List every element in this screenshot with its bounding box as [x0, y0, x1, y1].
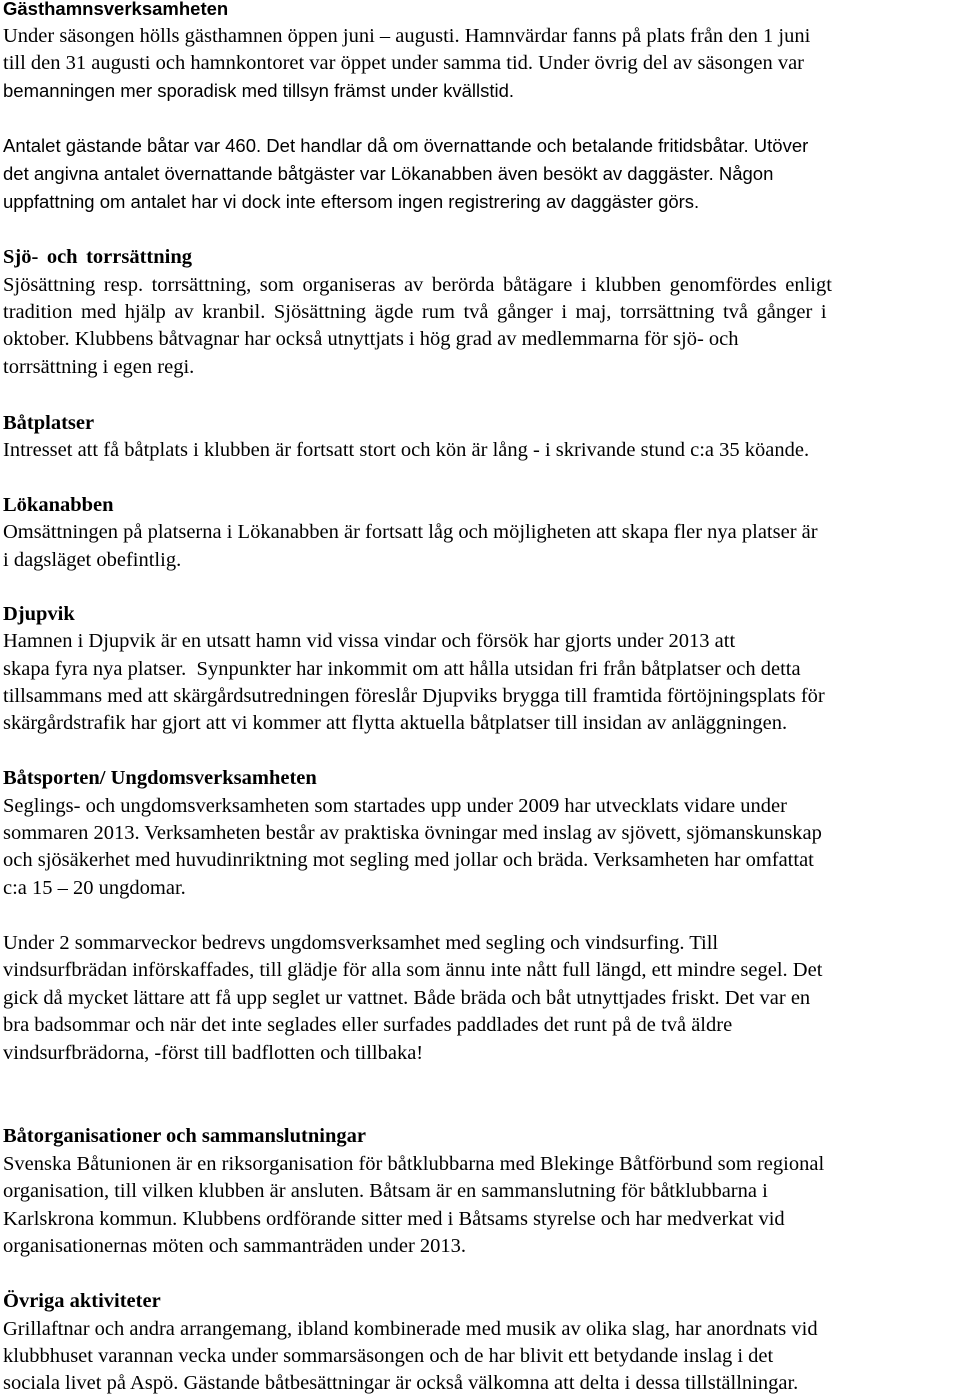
paragraph-line: Svenska Båtunionen är en riksorganisation för båtklubbarna med Blekinge Båtförbund som regional	[3, 1153, 825, 1175]
paragraph-line: sommaren 2013. Verksamheten består av praktiska övningar med inslag av sjövett, sjömanskunskap	[3, 822, 822, 844]
paragraph-line: Antalet gästande båtar var 460. Det handlar då om övernattande och betalande fritidsbåtar. Utöver	[3, 135, 809, 156]
paragraph-line: vindsurfbrädorna, -först till badflotten och tillbaka!	[3, 1042, 424, 1064]
paragraph-line: uppfattning om antalet har vi dock inte eftersom ingen registrering av daggäster görs.	[3, 191, 700, 212]
paragraph-line: organisationernas möten och sammanträden under 2013.	[3, 1235, 467, 1257]
heading-batplatser: Båtplatser	[3, 412, 95, 434]
heading-djupvik: Djupvik	[3, 603, 75, 625]
paragraph-line: bra badsommar och när det inte seglades eller surfades paddlades det runt på de två äldre	[3, 1014, 733, 1036]
heading-sjosattning: Sjö- och torrsättning	[3, 246, 193, 268]
paragraph-line: Seglings- och ungdomsverksamheten som startades upp under 2009 har utvecklats vidare under	[3, 795, 787, 817]
paragraph-line: gick då mycket lättare att få upp seglet ur vattnet. Både bräda och båt utnyttjades friskt. Det var en	[3, 987, 811, 1009]
paragraph-line: skärgårdstrafik har gjort att vi kommer att flytta aktuella båtplatser till insidan av anläggningen.	[3, 712, 788, 734]
heading-batsporten: Båtsporten/ Ungdomsverksamheten	[3, 767, 317, 789]
paragraph-line: Sjösättning resp. torrsättning, som organiseras av berörda båtägare i klubben genomfördes enligt	[3, 274, 832, 296]
paragraph-line: det angivna antalet övernattande båtgäster var Lökanabben även besökt av daggäster. Någon	[3, 163, 774, 184]
paragraph-line: Omsättningen på platserna i Lökanabben är fortsatt låg och möjligheten att skapa fler nya platser är	[3, 521, 818, 543]
paragraph-line: vindsurfbrädan införskaffades, till glädje för alla som ännu inte nått full längd, ett mindre segel. Det	[3, 959, 823, 981]
paragraph-line: torrsättning i egen regi.	[3, 356, 195, 378]
heading-ovriga: Övriga aktiviteter	[3, 1290, 161, 1312]
paragraph-line: oktober. Klubbens båtvagnar har också utnyttjats i hög grad av medlemmarna för sjö- och	[3, 328, 739, 350]
paragraph-line: i dagsläget obefintlig.	[3, 549, 182, 571]
paragraph-line: klubbhuset varannan vecka under sommarsäsongen och de har blivit ett betydande inslag i det	[3, 1345, 774, 1367]
paragraph-line: och sjösäkerhet med huvudinriktning mot segling med jollar och bräda. Verksamheten har omfattat	[3, 849, 814, 871]
paragraph-line: tradition med hjälp av kranbil. Sjösättning ägde rum två gånger i maj, torrsättning två gånger i	[3, 301, 827, 323]
heading-gasthamn: Gästhamnsverksamheten	[3, 0, 229, 19]
paragraph-line: tillsammans med att skärgårdsutredningen föreslår Djupviks brygga till framtida förtöjningsplats för	[3, 685, 825, 707]
paragraph-line: skapa fyra nya platser. Synpunkter har inkommit om att hålla utsidan fri från båtplatser och detta	[3, 658, 801, 680]
paragraph-line: Under 2 sommarveckor bedrevs ungdomsverksamhet med segling och vindsurfing. Till	[3, 932, 719, 954]
paragraph-line: Hamnen i Djupvik är en utsatt hamn vid vissa vindar och försök har gjorts under 2013 att	[3, 630, 736, 652]
heading-organisationer: Båtorganisationer och sammanslutningar	[3, 1125, 366, 1147]
paragraph-line: sociala livet på Aspö. Gästande båtbesättningar är också välkomna att delta i dessa tillställningar.	[3, 1372, 799, 1394]
paragraph-line: Intresset att få båtplats i klubben är fortsatt stort och kön är lång - i skrivande stund c:a 35 köande.	[3, 439, 810, 461]
paragraph-line: Karlskrona kommun. Klubbens ordförande sitter med i Båtsams styrelse och har medverkat vid	[3, 1208, 785, 1230]
paragraph-line: Grillaftnar och andra arrangemang, ibland kombinerade med musik av olika slag, har anordnats vid	[3, 1318, 818, 1340]
paragraph-line: bemanningen mer sporadisk med tillsyn främst under kvällstid.	[3, 80, 515, 101]
paragraph-line: c:a 15 – 20 ungdomar.	[3, 877, 186, 899]
heading-lokanabben: Lökanabben	[3, 494, 114, 516]
paragraph-line: Under säsongen hölls gästhamnen öppen juni – augusti. Hamnvärdar fanns på plats från den 1 juni	[3, 25, 811, 47]
paragraph-line: organisation, till vilken klubben är ansluten. Båtsam är en sammanslutning för båtklubbarna i	[3, 1180, 768, 1202]
paragraph-line: till den 31 augusti och hamnkontoret var öppet under samma tid. Under övrig del av säsongen var	[3, 52, 805, 74]
